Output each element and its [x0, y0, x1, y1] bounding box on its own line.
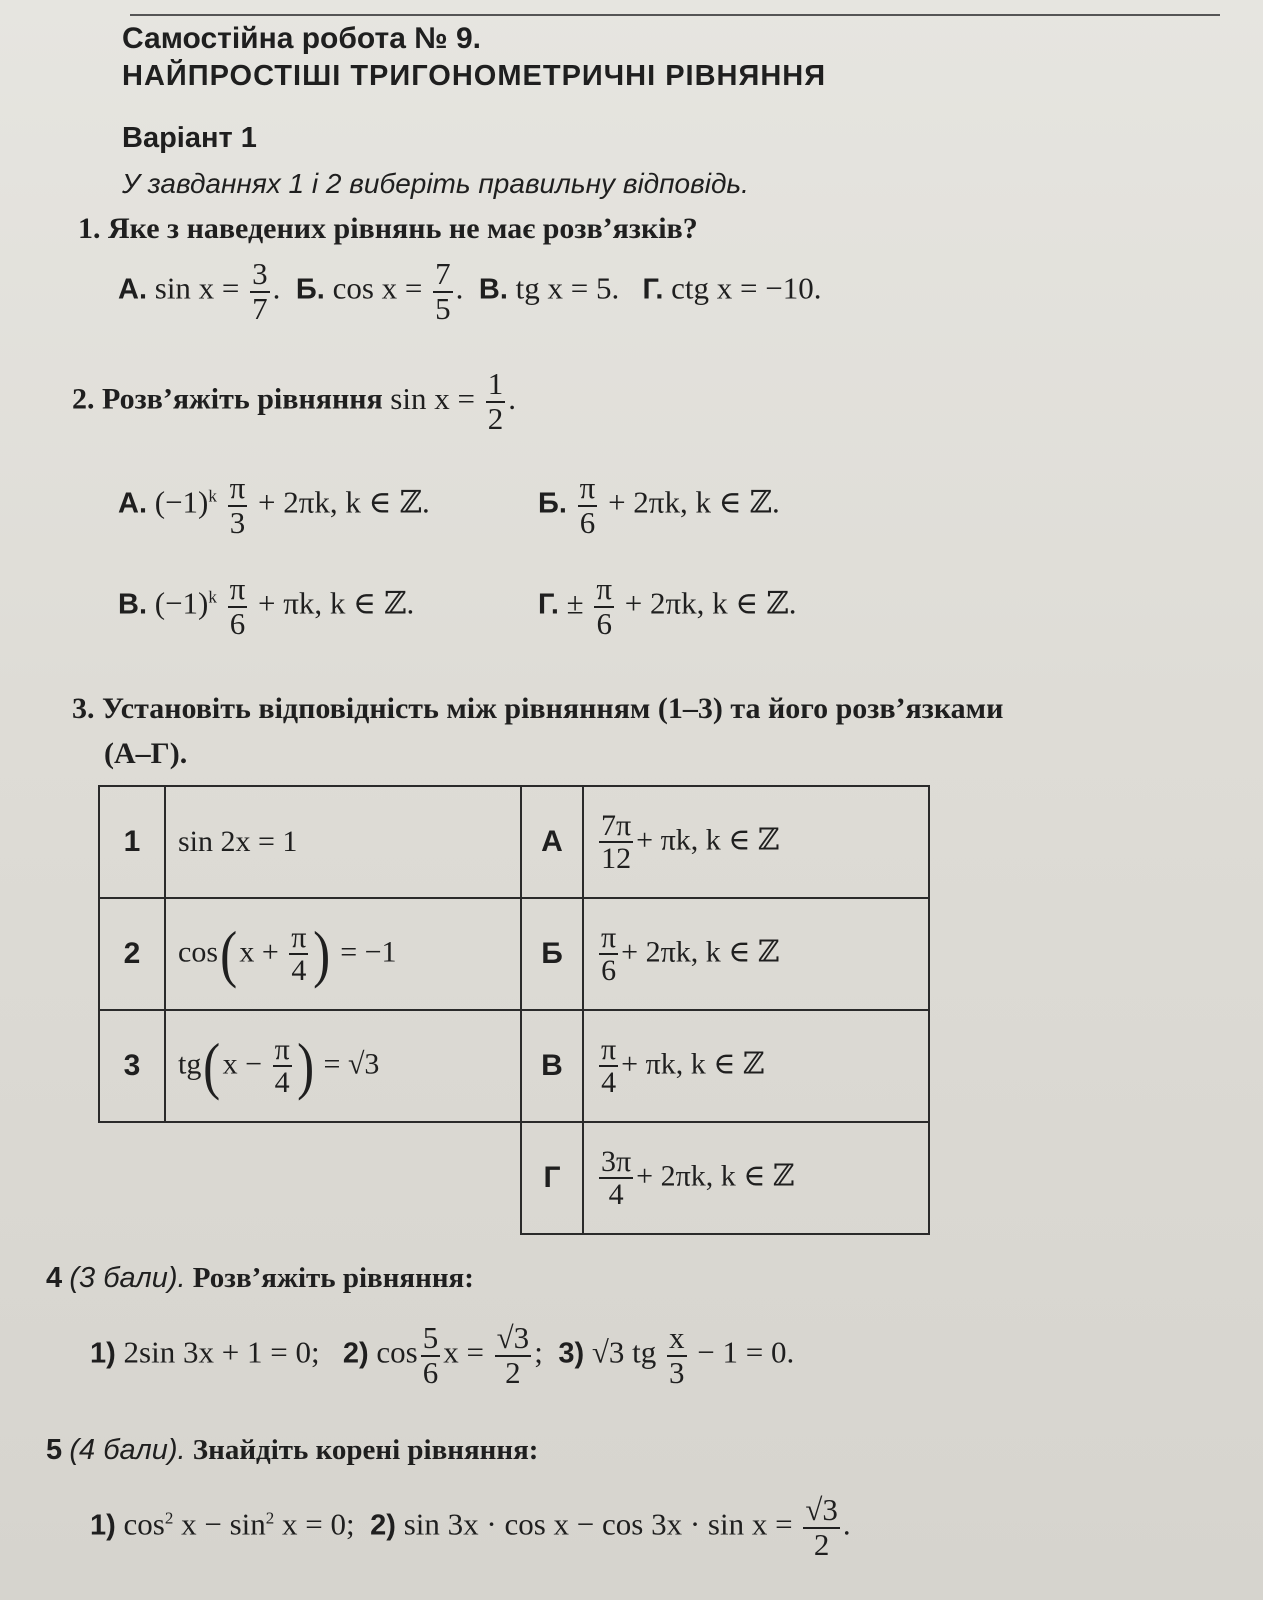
- punct: .: [272, 270, 281, 306]
- task1-text: Яке з наведених рівнянь не має розв’язків?: [108, 212, 698, 245]
- task3-text: Установіть відповідність між рівнянням (1–3) та його розв’язками: [102, 692, 1004, 725]
- exponent: k: [208, 486, 217, 506]
- numerator: π: [601, 920, 617, 954]
- fraction: [599, 922, 618, 987]
- option-suffix: + 2πk, k ∈ ℤ.: [624, 585, 797, 621]
- task4-points: (3 бали).: [69, 1262, 186, 1294]
- solution-letter: Б: [521, 898, 583, 1010]
- denominator: 6: [229, 605, 246, 641]
- item-func: √3 tg: [591, 1334, 657, 1370]
- option-suffix: + 2πk, k ∈ ℤ.: [258, 484, 430, 520]
- fraction: [803, 1494, 840, 1561]
- equation-rhs: = −1: [340, 934, 397, 968]
- punct: ;: [534, 1334, 543, 1370]
- item-rest: − 1 = 0.: [697, 1334, 795, 1370]
- denominator: 6: [422, 1354, 439, 1390]
- denominator: 4: [291, 954, 307, 987]
- numerator: 3: [252, 256, 268, 291]
- numerator: 7: [435, 256, 451, 291]
- equation-func: cos: [178, 934, 218, 968]
- solution-cell: [583, 786, 929, 898]
- left-paren: (: [203, 1030, 221, 1101]
- equation-arg: x −: [222, 1046, 263, 1080]
- task1-number: 1.: [78, 212, 101, 245]
- exponent: k: [208, 587, 217, 607]
- task1-options: [118, 258, 821, 325]
- fraction: [495, 1322, 532, 1389]
- solution-letter: В: [521, 1010, 583, 1122]
- numerator: π: [274, 1032, 290, 1066]
- task2-text: Розв’яжіть рівняння: [102, 382, 383, 416]
- item-mid: x =: [443, 1334, 484, 1370]
- work-title: Самостійна робота № 9.: [122, 22, 482, 55]
- equation-arg: x +: [239, 934, 279, 968]
- numerator: 3π: [601, 1144, 632, 1178]
- solution-suffix: + πk, k ∈ ℤ: [636, 822, 780, 856]
- denominator: 5: [435, 290, 451, 326]
- numerator: π: [229, 571, 246, 606]
- table-row: [99, 1010, 929, 1122]
- task4-number: 4: [46, 1262, 63, 1294]
- instruction: У завданнях 1 і 2 виберіть правильну відповідь.: [122, 168, 749, 199]
- numerator: π: [291, 920, 307, 954]
- item-equation: sin 3x · cos x − cos 3x · sin x =: [403, 1506, 793, 1542]
- fraction: [228, 472, 248, 539]
- top-rule: [130, 14, 1220, 16]
- solution-suffix: + 2πk, k ∈ ℤ: [636, 1158, 795, 1192]
- task1-option-d-label: Г.: [642, 273, 664, 306]
- denominator: 4: [274, 1066, 290, 1099]
- numerator: 7π: [601, 808, 632, 842]
- task1-option-c-text: tg x = 5.: [515, 270, 620, 306]
- fraction: [433, 258, 453, 325]
- matching-table: [98, 785, 930, 1235]
- numerator: x: [669, 1320, 685, 1355]
- equation-number: 3: [99, 1010, 165, 1122]
- option-label: Г.: [538, 588, 559, 621]
- fraction: [667, 1322, 687, 1389]
- denominator: 12: [601, 842, 632, 875]
- fraction: [273, 1034, 292, 1099]
- topic-title: НАЙПРОСТІШІ ТРИГОНОМЕТРИЧНІ РІВНЯННЯ: [122, 60, 827, 92]
- denominator: 4: [601, 1066, 617, 1099]
- task2-option-a: [118, 472, 430, 539]
- task4-text: Розв’яжіть рівняння:: [192, 1262, 474, 1294]
- table-row: [99, 1122, 929, 1234]
- equation-number: 1: [99, 786, 165, 898]
- right-paren: ): [313, 918, 331, 989]
- task3-question-cont: (А–Г).: [104, 737, 188, 770]
- task1-option-b-label: Б.: [295, 273, 325, 306]
- task5-items: [90, 1494, 851, 1561]
- option-label: В.: [118, 588, 147, 621]
- empty-cell: [99, 1122, 165, 1234]
- item-label: 1): [90, 1509, 116, 1542]
- punct: .: [842, 1506, 851, 1542]
- denominator: 2: [505, 1354, 521, 1390]
- option-suffix: + πk, k ∈ ℤ.: [258, 585, 415, 621]
- task4-items: [90, 1322, 794, 1389]
- fraction: [599, 810, 633, 875]
- table-row: [99, 786, 929, 898]
- item-label: 2): [342, 1337, 369, 1370]
- punct: .: [455, 270, 464, 306]
- item-func: cos: [376, 1334, 418, 1370]
- task2-question: [72, 368, 516, 435]
- item-label: 3): [558, 1337, 585, 1370]
- fraction: [578, 472, 598, 539]
- fraction: [421, 1322, 441, 1389]
- denominator: 6: [601, 954, 617, 987]
- task5-number: 5: [46, 1434, 63, 1466]
- item-label: 1): [90, 1337, 116, 1370]
- task2-eq-lhs: sin x =: [390, 380, 475, 416]
- task5-question: [46, 1434, 538, 1467]
- equation-text: sin 2x = 1: [178, 825, 298, 858]
- equation-number: 2: [99, 898, 165, 1010]
- task2-number: 2.: [72, 382, 95, 416]
- item-label: 2): [370, 1509, 396, 1542]
- task3-question: [72, 692, 1003, 726]
- task2-option-d: [538, 573, 797, 640]
- denominator: 3: [229, 504, 246, 540]
- numerator: 5: [422, 1320, 439, 1355]
- option-suffix: + 2πk, k ∈ ℤ.: [608, 484, 780, 520]
- punct: .: [508, 380, 516, 416]
- denominator: 6: [596, 605, 612, 641]
- option-prefix: (−1): [154, 484, 209, 520]
- table-row: [99, 898, 929, 1010]
- option-prefix: (−1): [154, 585, 209, 621]
- item-part: x = 0;: [282, 1506, 355, 1542]
- solution-letter: А: [521, 786, 583, 898]
- numerator: π: [601, 1032, 617, 1066]
- fraction: [289, 922, 308, 987]
- solution-cell: [583, 1122, 929, 1234]
- fraction: [228, 573, 248, 640]
- numerator: π: [579, 470, 596, 505]
- exponent: 2: [164, 1508, 174, 1528]
- fraction: [250, 258, 270, 325]
- variant-label: Варіант 1: [122, 122, 257, 154]
- task5-text: Знайдіть корені рівняння:: [192, 1434, 539, 1466]
- item-equation: 2sin 3x + 1 = 0;: [123, 1334, 320, 1370]
- task3-number: 3.: [72, 692, 95, 725]
- task1-option-a-lhs: sin x =: [154, 270, 240, 306]
- solution-suffix: + πk, k ∈ ℤ: [621, 1046, 765, 1080]
- denominator: 2: [813, 1526, 830, 1562]
- fraction: [594, 573, 614, 640]
- solution-cell: [583, 1010, 929, 1122]
- equation-func: tg: [178, 1046, 202, 1080]
- exponent: 2: [265, 1508, 275, 1528]
- equation-cell: [165, 898, 521, 1010]
- numerator: π: [596, 571, 613, 606]
- fraction: [486, 368, 506, 435]
- task1-option-b-lhs: cos x =: [332, 270, 423, 306]
- denominator: 2: [487, 400, 504, 436]
- denominator: 3: [669, 1354, 685, 1390]
- denominator: 6: [579, 504, 596, 540]
- solution-letter: Г: [521, 1122, 583, 1234]
- fraction: [599, 1146, 633, 1211]
- solution-cell: [583, 898, 929, 1010]
- numerator: √3: [496, 1320, 530, 1355]
- task2-option-b: [538, 472, 780, 539]
- denominator: 7: [252, 290, 268, 326]
- right-paren: ): [296, 1030, 314, 1101]
- equation-cell: [165, 786, 521, 898]
- empty-cell: [165, 1122, 521, 1234]
- denominator: 4: [608, 1178, 624, 1211]
- task4-question: [46, 1262, 474, 1295]
- numerator: √3: [805, 1492, 838, 1527]
- task2-option-c: [118, 573, 414, 640]
- task5-points: (4 бали).: [69, 1434, 186, 1466]
- numerator: 1: [487, 366, 504, 401]
- option-prefix: ±: [566, 585, 584, 621]
- option-label: Б.: [538, 487, 567, 520]
- task1-option-d-text: ctg x = −10.: [671, 270, 822, 306]
- numerator: π: [229, 470, 246, 505]
- left-paren: (: [220, 918, 238, 989]
- solution-suffix: + 2πk, k ∈ ℤ: [621, 934, 780, 968]
- fraction: [599, 1034, 618, 1099]
- option-label: А.: [118, 487, 147, 520]
- task1-option-c-label: В.: [478, 273, 508, 306]
- equation-cell: [165, 1010, 521, 1122]
- task1-option-a-label: А.: [118, 273, 147, 306]
- equation-rhs: = √3: [323, 1046, 380, 1080]
- item-part: x − sin: [181, 1506, 266, 1542]
- task1-question: [78, 212, 698, 246]
- item-part: cos: [123, 1506, 165, 1542]
